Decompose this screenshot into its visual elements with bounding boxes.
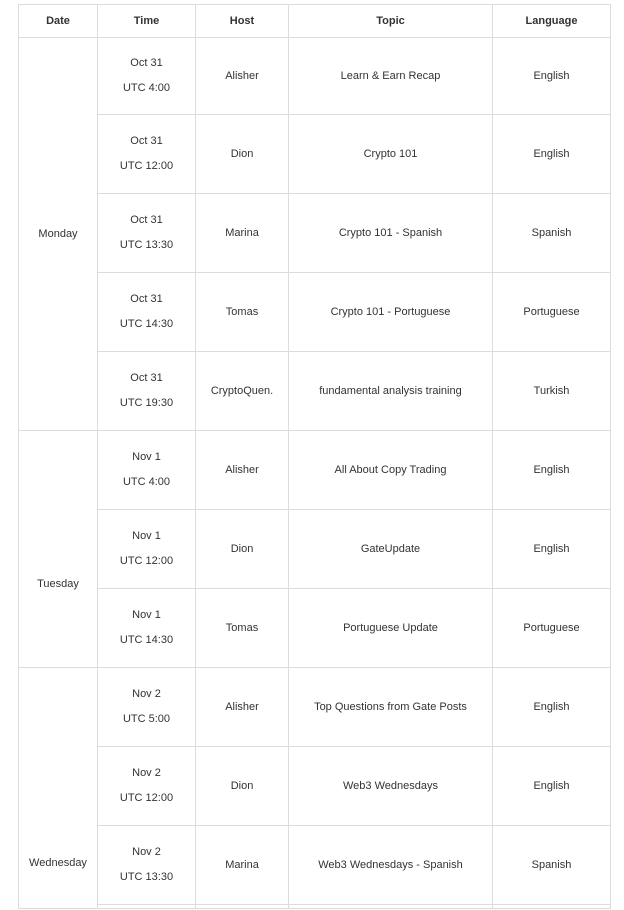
language-cell: English xyxy=(493,431,611,510)
session-date: Nov 2 xyxy=(132,846,161,858)
language-cell: Turkish xyxy=(493,352,611,431)
language-cell: English xyxy=(493,510,611,589)
day-cell-wednesday: Wednesday xyxy=(19,668,98,909)
session-date: Oct 31 xyxy=(130,372,163,384)
topic-cell: Crypto 101 - Portuguese xyxy=(289,273,493,352)
header-time: Time xyxy=(98,5,196,38)
session-time: UTC 12:00 xyxy=(119,555,174,567)
table-row xyxy=(19,352,611,431)
time-cell xyxy=(98,747,196,826)
session-date: Oct 31 xyxy=(130,214,163,226)
topic-cell: All About Copy Trading xyxy=(289,431,493,510)
session-time: UTC 5:00 xyxy=(122,713,171,725)
language-cell xyxy=(493,905,611,909)
session-date: Oct 31 xyxy=(130,135,163,147)
time-cell xyxy=(98,194,196,273)
language-cell: English xyxy=(493,115,611,194)
topic-cell: Learn & Earn Recap xyxy=(289,38,493,115)
table-row xyxy=(19,431,611,510)
table-body xyxy=(19,38,611,909)
time-cell xyxy=(98,905,196,909)
host-cell: Alisher xyxy=(196,668,289,747)
session-time: UTC 4:00 xyxy=(122,82,171,94)
session-time: UTC 19:30 xyxy=(119,397,174,409)
header-language: Language xyxy=(493,5,611,38)
session-date: Oct 31 xyxy=(130,293,163,305)
language-cell: English xyxy=(493,747,611,826)
language-cell: English xyxy=(493,38,611,115)
time-cell xyxy=(98,115,196,194)
topic-cell: Portuguese Update xyxy=(289,589,493,668)
host-cell: Marina xyxy=(196,826,289,905)
topic-cell: GateUpdate xyxy=(289,510,493,589)
time-cell xyxy=(98,826,196,905)
topic-cell: Web3 Wednesdays - Spanish xyxy=(289,826,493,905)
topic-cell: Web3 Wednesdays xyxy=(289,747,493,826)
host-cell: Tomas xyxy=(196,589,289,668)
session-date: Nov 1 xyxy=(132,609,161,621)
host-cell xyxy=(196,905,289,909)
schedule-table xyxy=(18,4,611,909)
session-time: UTC 12:00 xyxy=(119,160,174,172)
session-time: UTC 4:00 xyxy=(122,476,171,488)
table-row-cutoff xyxy=(19,905,611,909)
host-cell: Dion xyxy=(196,510,289,589)
session-date: Oct 31 xyxy=(130,57,163,69)
topic-cell xyxy=(289,905,493,909)
language-cell: English xyxy=(493,668,611,747)
table-row xyxy=(19,510,611,589)
host-cell: Alisher xyxy=(196,431,289,510)
table-row xyxy=(19,668,611,747)
table-row xyxy=(19,273,611,352)
day-cell-tuesday: Tuesday xyxy=(19,431,98,668)
host-cell: CryptoQuen. xyxy=(196,352,289,431)
table-row xyxy=(19,38,611,115)
time-cell xyxy=(98,273,196,352)
time-cell xyxy=(98,668,196,747)
session-date: Nov 1 xyxy=(132,530,161,542)
language-cell: Portuguese xyxy=(493,273,611,352)
day-cell-monday: Monday xyxy=(19,38,98,431)
session-date: Nov 2 xyxy=(132,688,161,700)
time-cell xyxy=(98,431,196,510)
table-row xyxy=(19,115,611,194)
table-row xyxy=(19,826,611,905)
header-host: Host xyxy=(196,5,289,38)
language-cell: Portuguese xyxy=(493,589,611,668)
table-row xyxy=(19,589,611,668)
time-cell xyxy=(98,38,196,115)
topic-cell: fundamental analysis training xyxy=(289,352,493,431)
time-cell xyxy=(98,589,196,668)
session-time: UTC 13:30 xyxy=(119,239,174,251)
header-topic: Topic xyxy=(289,5,493,38)
topic-cell: Top Questions from Gate Posts xyxy=(289,668,493,747)
host-cell: Alisher xyxy=(196,38,289,115)
session-time: UTC 14:30 xyxy=(119,318,174,330)
topic-cell: Crypto 101 xyxy=(289,115,493,194)
table-header xyxy=(19,5,611,38)
table-row xyxy=(19,747,611,826)
host-cell: Marina xyxy=(196,194,289,273)
language-cell: Spanish xyxy=(493,826,611,905)
header-date: Date xyxy=(19,5,98,38)
time-cell xyxy=(98,352,196,431)
host-cell: Dion xyxy=(196,747,289,826)
topic-cell: Crypto 101 - Spanish xyxy=(289,194,493,273)
session-time: UTC 13:30 xyxy=(119,871,174,883)
language-cell: Spanish xyxy=(493,194,611,273)
host-cell: Dion xyxy=(196,115,289,194)
session-time: UTC 14:30 xyxy=(119,634,174,646)
session-date: Nov 2 xyxy=(132,767,161,779)
table-row xyxy=(19,194,611,273)
host-cell: Tomas xyxy=(196,273,289,352)
session-time: UTC 12:00 xyxy=(119,792,174,804)
time-cell xyxy=(98,510,196,589)
header-row xyxy=(19,5,611,38)
session-date: Nov 1 xyxy=(132,451,161,463)
